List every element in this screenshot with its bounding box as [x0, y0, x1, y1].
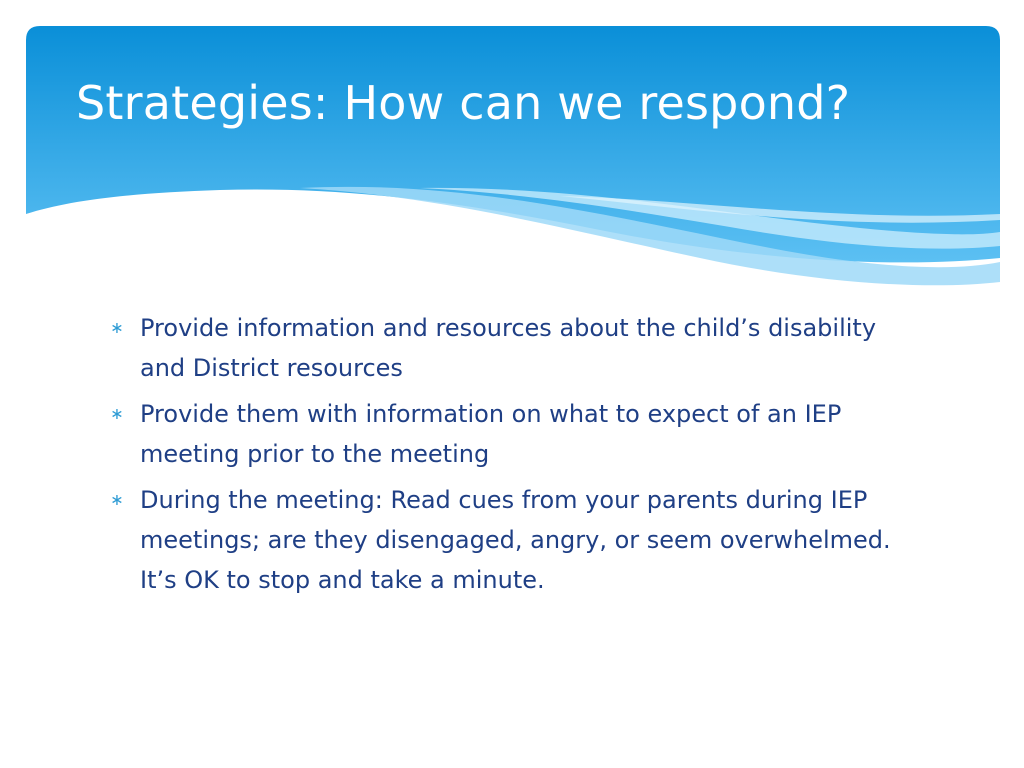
asterisk-bullet-icon: ∗ — [110, 404, 124, 423]
bullet-text: Provide them with information on what to expect of an IEP meeting prior to the meeting — [140, 400, 842, 468]
bullet-item — [108, 394, 908, 474]
asterisk-bullet-icon: ∗ — [110, 490, 124, 509]
header-banner-shape — [26, 26, 1000, 262]
bullet-item — [108, 308, 908, 388]
asterisk-bullet-icon: ∗ — [110, 318, 124, 337]
bullet-item — [108, 480, 908, 600]
header-wave-banner — [0, 0, 1024, 300]
bullet-text: Provide information and resources about the child’s disability and District resources — [140, 314, 877, 382]
bullet-text: During the meeting: Read cues from your parents during IEP meetings; are they disengaged, angry, or seem overwhelmed. It’s OK to stop and take a minute. — [140, 486, 891, 594]
slide-title: Strategies: How can we respond? — [76, 76, 851, 130]
bullet-list — [108, 308, 908, 606]
